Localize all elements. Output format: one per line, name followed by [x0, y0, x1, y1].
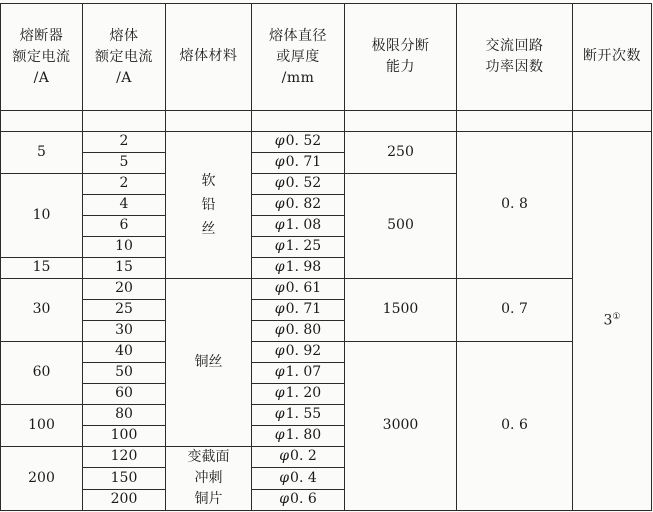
fuse-current-cell: 60: [1, 342, 83, 405]
material-line: 变截面: [187, 449, 230, 465]
diameter-value: 0. 6: [290, 491, 317, 508]
table-row: [1, 342, 652, 363]
diameter-value: 1. 25: [285, 238, 322, 255]
phi-symbol: φ: [274, 301, 285, 318]
fuse-current-cell: 200: [1, 447, 83, 511]
spacer-cell: [166, 111, 252, 132]
element-current-cell: 50: [83, 363, 166, 384]
phi-symbol: φ: [274, 133, 285, 150]
diameter-value: 0. 2: [290, 448, 317, 465]
element-current-cell: 2: [83, 132, 166, 153]
footnote-marker: ①: [612, 311, 621, 322]
diameter-cell: [252, 195, 345, 216]
element-current-cell: 120: [83, 447, 166, 468]
spacer-cell: [345, 111, 457, 132]
diameter-value: 1. 20: [285, 385, 322, 402]
diameter-value: 1. 07: [285, 364, 322, 381]
header-element-rated-current: 熔体 额定电流 /A: [83, 4, 166, 111]
fuse-current-cell: 30: [1, 279, 83, 342]
phi-symbol: φ: [274, 427, 285, 444]
spacer-cell: [1, 111, 83, 132]
element-current-cell: 15: [83, 258, 166, 279]
diameter-cell: [252, 321, 345, 342]
phi-symbol: φ: [274, 154, 285, 171]
fuse-current-cell: 5: [1, 132, 83, 174]
phi-symbol: φ: [274, 364, 285, 381]
diameter-cell: [252, 237, 345, 258]
element-current-cell: 100: [83, 426, 166, 447]
material-soft-lead-cell: [166, 132, 252, 279]
phi-symbol: φ: [274, 196, 285, 213]
element-current-cell: 25: [83, 300, 166, 321]
material-line: 铜片: [194, 491, 223, 507]
header-element-diameter: 熔体直径 或厚度 /mm: [252, 4, 345, 111]
phi-symbol: φ: [274, 343, 285, 360]
element-current-cell: 80: [83, 405, 166, 426]
diameter-cell: [252, 279, 345, 300]
power-factor-cell: 0. 7: [457, 279, 573, 342]
fuse-current-cell: 10: [1, 174, 83, 258]
diameter-value: 0. 52: [285, 133, 322, 150]
diameter-cell: [252, 258, 345, 279]
breaking-capacity-cell: 3000: [345, 342, 457, 511]
element-current-cell: 4: [83, 195, 166, 216]
element-current-cell: 30: [83, 321, 166, 342]
diameter-value: 0. 52: [285, 175, 322, 192]
diameter-cell: [252, 153, 345, 174]
phi-symbol: φ: [274, 280, 285, 297]
table-row: [1, 132, 652, 153]
phi-symbol: φ: [279, 469, 290, 486]
diameter-value: 0. 82: [285, 196, 322, 213]
diameter-cell: [252, 216, 345, 237]
spacer-row: [1, 111, 652, 132]
phi-symbol: φ: [274, 175, 285, 192]
phi-symbol: φ: [274, 406, 285, 423]
element-current-cell: 5: [83, 153, 166, 174]
phi-symbol: φ: [274, 259, 285, 276]
diameter-value: 0. 71: [285, 301, 322, 318]
fuse-current-cell: 15: [1, 258, 83, 279]
spacer-cell: [573, 111, 652, 132]
fuse-spec-table: [0, 3, 652, 511]
diameter-value: 0. 4: [290, 469, 317, 486]
diameter-cell: [252, 447, 345, 468]
breaking-capacity-cell: 500: [345, 174, 457, 279]
element-current-cell: 10: [83, 237, 166, 258]
spacer-cell: [252, 111, 345, 132]
element-current-cell: 40: [83, 342, 166, 363]
diameter-value: 1. 98: [285, 259, 322, 276]
phi-symbol: φ: [279, 491, 290, 508]
spacer-cell: [83, 111, 166, 132]
diameter-cell: [252, 342, 345, 363]
material-copper-cell: 铜丝: [166, 279, 252, 447]
element-current-cell: 150: [83, 468, 166, 489]
break-count-cell: [573, 132, 652, 511]
diameter-value: 0. 80: [285, 322, 322, 339]
diameter-cell: [252, 174, 345, 195]
diameter-cell: [252, 363, 345, 384]
phi-symbol: φ: [274, 217, 285, 234]
power-factor-cell: 0. 8: [457, 132, 573, 279]
header-power-factor: 交流回路 功率因数: [457, 4, 573, 111]
header-row: [1, 4, 652, 111]
phi-symbol: φ: [274, 385, 285, 402]
element-current-cell: 200: [83, 489, 166, 510]
phi-symbol: φ: [279, 448, 290, 465]
diameter-cell: [252, 132, 345, 153]
spacer-cell: [457, 111, 573, 132]
element-current-cell: 2: [83, 174, 166, 195]
material-copper-sheet-cell: [166, 447, 252, 511]
table-row: [1, 279, 652, 300]
element-current-cell: 60: [83, 384, 166, 405]
diameter-cell: [252, 426, 345, 447]
diameter-cell: [252, 300, 345, 321]
diameter-cell: [252, 384, 345, 405]
diameter-value: 1. 08: [285, 217, 322, 234]
header-break-count: 断开次数: [573, 4, 652, 111]
material-char: 铅: [201, 197, 216, 213]
diameter-cell: [252, 405, 345, 426]
diameter-value: 1. 80: [285, 427, 322, 444]
header-breaking-capacity: 极限分断 能力: [345, 4, 457, 111]
breaking-capacity-cell: 250: [345, 132, 457, 174]
material-line: 冲刺: [194, 470, 223, 486]
break-count-value: 3: [603, 312, 613, 329]
element-current-cell: 6: [83, 216, 166, 237]
power-factor-cell: 0. 6: [457, 342, 573, 511]
header-element-material: 熔体材料: [166, 4, 252, 111]
fuse-current-cell: 100: [1, 405, 83, 447]
diameter-value: 1. 55: [285, 406, 322, 423]
diameter-value: 0. 61: [285, 280, 322, 297]
breaking-capacity-cell: 1500: [345, 279, 457, 342]
element-current-cell: 20: [83, 279, 166, 300]
header-fuse-rated-current: 熔断器 额定电流 /A: [1, 4, 83, 111]
phi-symbol: φ: [274, 322, 285, 339]
diameter-value: 0. 71: [285, 154, 322, 171]
diameter-value: 0. 92: [285, 343, 322, 360]
phi-symbol: φ: [274, 238, 285, 255]
material-char: 丝: [201, 221, 216, 237]
material-char: 软: [201, 173, 216, 189]
diameter-cell: [252, 468, 345, 489]
diameter-cell: [252, 489, 345, 510]
